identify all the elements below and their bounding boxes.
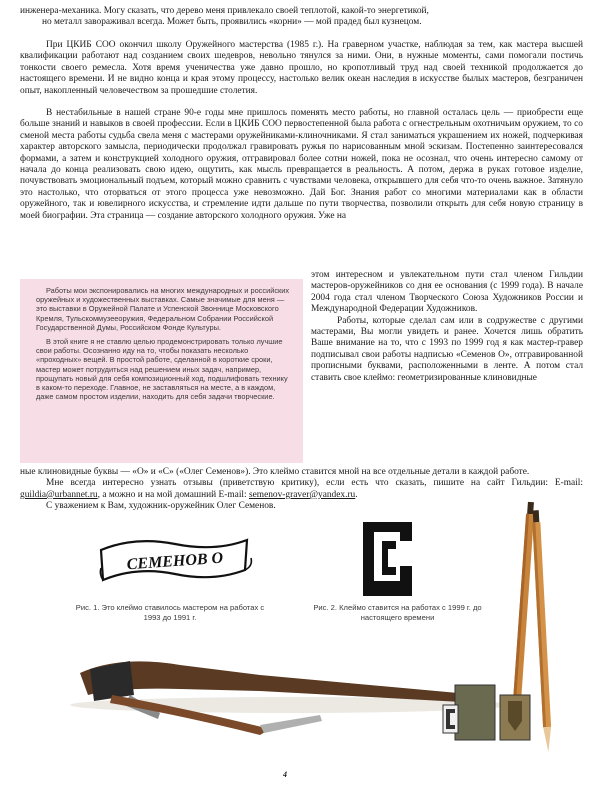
- closing-section: [20, 467, 583, 513]
- ribbon-stamp-lettering: СЕМЕНОВ О: [126, 549, 224, 574]
- hammer-handle: [80, 661, 480, 703]
- stamp-letters-text: ные клиновидные буквы — «О» и «С» («Олег Семенов»). Это клеймо ставится мной на все отдельные детали в каждой работе.: [20, 467, 530, 477]
- school-text: При ЦКИБ СОО окончил школу Оружейного мастерства (1985 г.). На граверном участке, наблюдая за тем, как мастера высшей квалификации работают над созданием своих шедевров, невольно тянулся за ними. Они, в нужные моменты, сами помогали постичь тонкости своего ремесла. Хотя время ученичества уже давно прошло, но кропотливый труд над своей техникой продолжается до настоящего времени. И не видно конца и края этому процессу, настолько велик океан наследия в искусстве былых мастеров, безграничен опыт, накопленный человечеством за прошедшие столетия.: [20, 40, 583, 96]
- page-number: 4: [283, 770, 287, 779]
- intro-paragraph: [20, 6, 583, 29]
- exhibitions-sidebox: [20, 279, 303, 463]
- graver-tip: [260, 715, 322, 733]
- figure-2-caption: Рис. 2. Клеймо ставится на работах с 1999 г. до настоящего времени: [313, 603, 482, 622]
- home-email-link[interactable]: semenov-graver@yandex.ru: [248, 489, 356, 500]
- tools-photo: [60, 625, 560, 765]
- sidebox-paragraph-2: В этой книге я не ставлю целью продемонстрировать только лучшие свои работы. Осознанно иду на то, чтобы показать несколько «проходных» вещей. В простой работе, сделанной в короткие сроки, мастер может потрудиться над решением иных задач, например, прощупать новый для себя композиционный ход, подшлифовать технику в каком-то переходе. Главное, не заставляться на месте, а в каждом, даже самом простом изделии, находить для себя задачи творческие.: [36, 337, 288, 402]
- intro-line-2: но металл завораживал всегда. Может быть, проявились «корни» — мой прадед был кузнецом.: [42, 17, 422, 28]
- signoff-text: С уважением к Вам, художник-оружейник Олег Семенов.: [46, 501, 276, 512]
- contact-text-a: Мне всегда интересно узнать отзывы (приветствую критику), если есть что сказать, пишите на сайт Гильдии: E-mail:: [46, 478, 583, 489]
- intro-line-1: инженера-механика. Могу сказать, что дерево меня привлекало своей теплотой, какой-то энергетикой,: [20, 6, 429, 16]
- nineties-paragraph: [20, 108, 583, 222]
- stamp-letter-s: [382, 541, 396, 575]
- geometric-stamp-figure: [360, 519, 415, 599]
- sidebox-paragraph-1: Работы мои экспонировались на многих международных и российских оружейных и художественных выставках. Самые значимые для меня — это выставки в Оружейной Палате и Успенской Звоннице Московского Кремля, Тульскоммузееоружия, Федеральном Собрании Российской Государственной Думы, Российском Фонде Культуры.: [36, 286, 290, 332]
- school-paragraph: [20, 40, 583, 97]
- guild-membership-text: этом интересном и увлекательном пути стал членом Гильдии мастеров-оружейников со дня ее основания (с 1999 года). В начале 2004 года стал членом Творческого Союза Художников России и Международной Федерации Художников.: [311, 270, 583, 315]
- contact-text-c: .: [355, 489, 358, 500]
- contact-paragraph: [20, 478, 583, 501]
- ribbon-stamp-figure: [95, 530, 255, 590]
- nineties-text: В нестабильные в нашей стране 90-е годы мне пришлось поменять место работы, но главной осталась цель — приобрести еще больше знаний и навыков в своей профессии. Если в ЦКИБ СОО первостепенной была работа с огнестрельным охотничьим оружием, то со сменой места работы судьба свела меня с мастерами оружейниками-клиночниками. Я стал заниматься украшением их ножей, подчеркивая характер авторского замысла, периодически продолжал гравировать ружья по нарисованным мной эскизам. Постепенно заинтересовался формами, а затем и конструкцией холодного оружия, отгравировал более сотни ножей, пока не осознал, что очень интересно самому от начала до конца реализовать свою идею, ощутить, как мысль превращается в реальность. А потом, держа в руках готовое изделие, почувствовать эмоциональный подъем, который можно сравнить с чувствами человека, открывшего для себя что-то очень важное. Затянуло это настолько, что оторваться от этого процесса уже невозможно. Дай Бог. Знания работ со многими материалами как в области оружейного, так и ювелирного искусства, и стремление идти дальше по пути творчества, позволили открыть для себя новую страницу в моей биографии. Эта страница — создание авторского холодного оружия. Уже на: [20, 108, 583, 221]
- guild-email-link[interactable]: guildia@urbannet.ru: [20, 489, 98, 500]
- right-column: [311, 270, 583, 384]
- stamp-block: [455, 685, 495, 740]
- signature-history-text: Работы, которые сделал сам или в содружестве с другими мастерами, Вы могли увидеть и ранее. Хочется лишь обратить Ваше внимание на то, что с 1993 по 1999 год я как мастер-гравер подписывал свои работы надписью «Семенов О», отгравированной прописными буквами, расположенными в ленте. А потом стал ставить свое клеймо: геометризированные клиновидные: [311, 315, 583, 383]
- figure-1-caption: Рис. 1. Это клеймо ставилось мастером на работах с 1993 до 1991 г.: [75, 603, 265, 622]
- contact-text-b: , а можно и на мой домашний E-mail:: [97, 489, 249, 500]
